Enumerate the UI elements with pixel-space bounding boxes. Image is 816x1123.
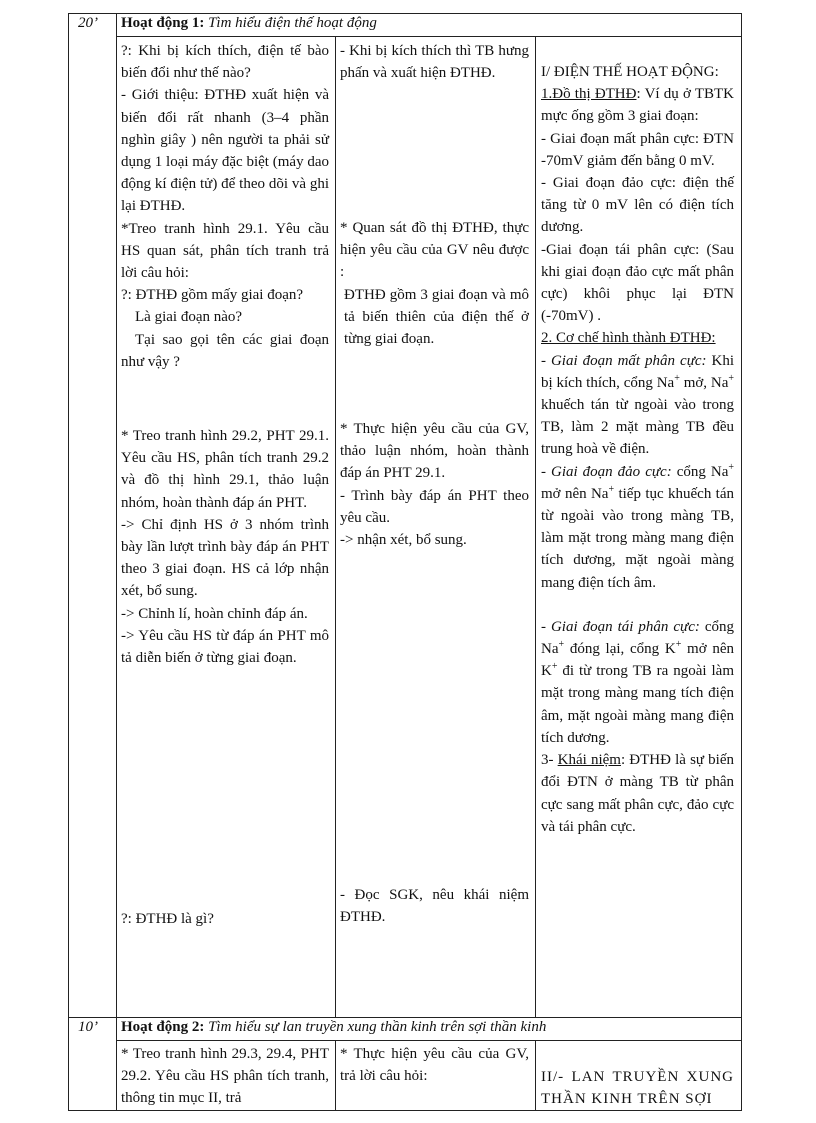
row-divider (68, 1017, 742, 1018)
student-group (340, 418, 529, 551)
teacher-task-5: -> Yêu cầu HS từ đáp án PHT mô tả diễn biến ở từng giai đoạn. (121, 627, 329, 667)
table-bottom-border (68, 1110, 742, 1111)
table-top-border (68, 13, 742, 14)
section2-time: 10’ (78, 1019, 98, 1035)
content-mechanism-3: - Giai đoạn tái phân cực: cổng Na+ đóng lại, cổng K+ mở nên K+ đi từ trong TB ra ngoài làm mặt trong màng mang tích điện âm, mặt ngoài màng mang điện tích dương. (541, 618, 734, 746)
teacher-question-3: Là giai đoạn nào? (135, 309, 243, 326)
content-heading: I/ ĐIỆN THẾ HOẠT ĐỘNG: (541, 64, 719, 80)
teacher-task-3: -> Chỉ định HS ở 3 nhóm trình bày lần lượt trình bày đáp án PHT theo 3 giai đoạn. HS cả lớp nhận xét, bổ sung. (121, 516, 329, 600)
student-column-border-2 (535, 1040, 536, 1111)
content-phase-1: - Giai đoạn mất phân cực: ĐTN -70mV giảm đến bằng 0 mV. (541, 130, 734, 169)
student-group-1: * Thực hiện yêu cầu của GV, thảo luận nhóm, hoàn thành đáp án PHT 29.1. (340, 421, 529, 482)
student-group-2: - Trình bày đáp án PHT theo yêu cầu. (340, 487, 529, 526)
table-right-border (741, 13, 742, 1111)
row2-header-bottom (116, 1040, 742, 1041)
teacher-question-2: ?: ĐTHĐ gồm mấy giai đoạn? (121, 287, 304, 304)
teacher-intro: - Giới thiệu: ĐTHĐ xuất hiện và biến đổi rất nhanh (3–4 phần nghìn giây ) nên người ta phải sử dụng 1 loại máy đặc biệt (máy dao động kí điện tử) để theo dõi và ghi lại ĐTHĐ. (121, 87, 329, 215)
student-read: - Đọc SGK, nêu khái niệm ĐTHĐ. (340, 887, 529, 926)
teacher-question-1: ?: Khi bị kích thích, điện tế bào biến đổi như thế nào? (121, 43, 329, 82)
section1-activity-label: Hoạt động 1: (121, 15, 205, 31)
section2-activity-label: Hoạt động 2: (121, 1019, 205, 1035)
content-graph-label: 1.Đồ thị ĐTHĐ (541, 86, 637, 103)
student-observe-1: * Quan sát đồ thị ĐTHĐ, thực hiện yêu cầu của GV nêu được : (340, 220, 529, 281)
teacher-task-2: * Treo tranh hình 29.2, PHT 29.1. Yêu cầu HS, phân tích tranh 29.2 và đồ thị hình 29.1, thảo luận nhóm, hoàn thành đáp án PHT. (121, 428, 329, 511)
student-answer-1: - Khi bị kích thích thì TB hưng phấn và xuất hiện ĐTHĐ. (340, 43, 529, 82)
spacer (541, 594, 734, 616)
content-concept: 3- Khái niệm: ĐTHĐ là sự biến đổi ĐTN ở màng TB từ phân cực sang mất phân cực, đảo cực và tái phân cực. (541, 752, 735, 835)
section1-content-column (541, 61, 734, 838)
section2-activity-header (121, 1019, 546, 1036)
teacher-question-4: Tại sao gọi tên các giai đoạn như vậy ? (121, 331, 329, 370)
teacher-task-4: -> Chỉnh lí, hoàn chỉnh đáp án. (121, 605, 308, 622)
content-mechanism-1: - Giai đoạn mất phân cực: Khi bị kích thích, cổng Na+ mở, Na+ khuếch tán từ ngoài vào trong TB, làm 2 mặt màng TB đều trung hoà về điện. (541, 352, 735, 458)
section2-student-column: * Thực hiện yêu cầu của GV, trả lời câu hỏi: (340, 1046, 529, 1085)
section2-teacher-column: * Treo tranh hình 29.3, 29.4, PHT 29.2. Yêu cầu HS phân tích tranh, thông tin mục II, trả (121, 1046, 329, 1107)
teacher-column-border (335, 36, 336, 1018)
section1-teacher-column (121, 40, 329, 669)
time-column-border (116, 13, 117, 1111)
row1-header-bottom (116, 36, 742, 37)
section2-activity-title: Tìm hiểu sự lan truyền xung thần kinh trên sợi thần kinh (208, 1019, 547, 1035)
student-observe (340, 217, 529, 350)
content-mechanism-label: 2. Cơ chế hình thành ĐTHĐ: (541, 330, 716, 347)
content-graph: 1.Đồ thị ĐTHĐ: Ví dụ ở TBTK mực ống gồm 3 giai đoạn: (541, 86, 734, 125)
teacher-task-1: *Treo tranh hình 29.1. Yêu cầu HS quan sát, phân tích tranh trả lời câu hỏi: (121, 220, 329, 282)
student-group-3: -> nhận xét, bổ sung. (340, 532, 467, 549)
student-observe-2: ĐTHĐ gồm 3 giai đoạn và mô tả biến thiên của điện thế ở từng giai đoạn. (344, 286, 529, 348)
content-phase-3: -Giai đoạn tái phân cực: (Sau khi giai đoạn đảo cực mất phân cực) khôi phục lại ĐTN (-70mV) . (541, 241, 734, 325)
student-column-border (535, 36, 536, 1018)
content-mechanism-2: - Giai đoạn đảo cực: cổng Na+ mở nên Na+ tiếp tục khuếch tán từ ngoài vào trong màng TB, làm mặt trong màng mang điện tích dương, mặt ngoài màng mang điện tích âm. (541, 461, 734, 591)
content-phase-2: - Giai đoạn đảo cực: điện thế tăng từ 0 mV lên có điện tích dương. (541, 175, 734, 236)
section1-activity-header (121, 15, 377, 32)
table-left-border (68, 13, 69, 1111)
section1-time: 20’ (78, 15, 98, 31)
teacher-column-border-2 (335, 1040, 336, 1111)
section1-activity-title: Tìm hiểu điện thế hoạt động (208, 15, 377, 31)
teacher-question-final: ?: ĐTHĐ là gì? (121, 911, 214, 927)
section1-student-column (340, 40, 529, 84)
spacer (121, 373, 329, 425)
section2-content-heading: II/- LAN TRUYỀN XUNG THẦN KINH TRÊN SỢI (541, 1069, 734, 1107)
